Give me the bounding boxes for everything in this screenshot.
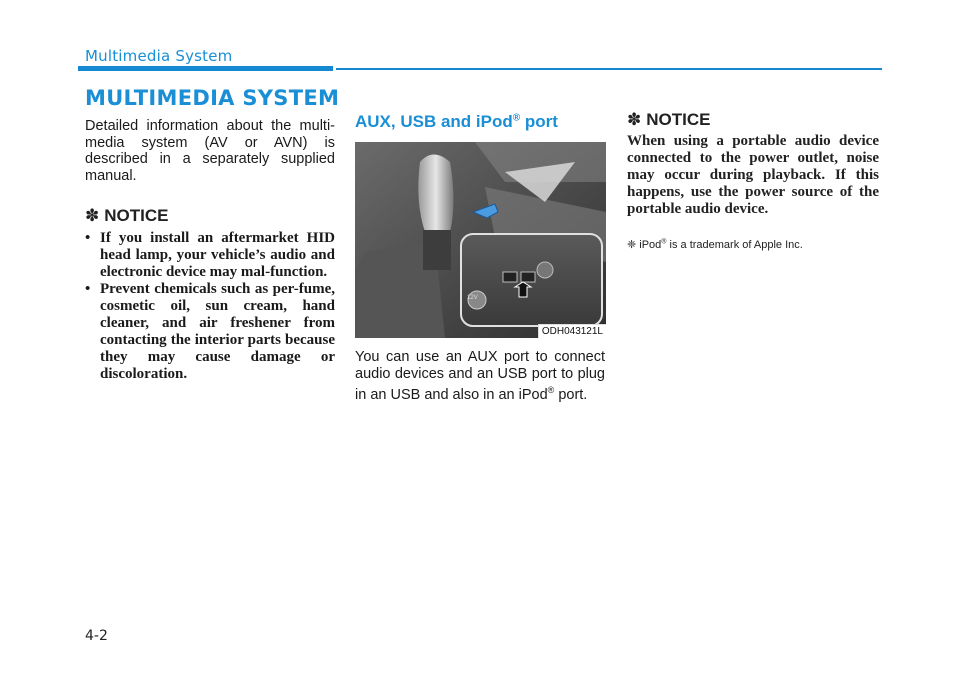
list-item xyxy=(85,230,335,281)
registered-mark: ® xyxy=(661,238,667,246)
body-main: You can use an AUX port to connect audio devices and an USB port to plug in an USB and also in an iPod xyxy=(355,349,605,403)
figure-caption: ODH043121L xyxy=(538,324,606,338)
console-photo-illustration xyxy=(355,142,606,338)
notice-heading-right xyxy=(627,110,879,130)
registered-mark: ® xyxy=(512,112,521,124)
console-photo xyxy=(355,142,606,338)
body-tail: port. xyxy=(554,386,588,403)
notice-star-icon: ✽ xyxy=(85,206,100,226)
notice-heading-left xyxy=(85,206,335,226)
header-rule-thin xyxy=(336,68,882,70)
trademark-mark-icon: ❈ xyxy=(627,239,637,251)
page-title: MULTIMEDIA SYSTEM xyxy=(85,86,340,110)
trademark-note xyxy=(627,238,879,251)
notice-bullet-list xyxy=(85,230,335,383)
column-right xyxy=(627,110,879,251)
bullet-text: If you install an aftermarket HID head lamp, your vehicle’s audio and electronic device may mal-function. xyxy=(100,230,335,280)
column-left xyxy=(85,118,335,383)
notice-title-text: NOTICE xyxy=(104,206,169,225)
column-middle xyxy=(355,112,605,403)
header-rule-thick xyxy=(78,66,333,71)
notice-title-text: NOTICE xyxy=(646,110,711,129)
subsection-title xyxy=(355,112,605,132)
subtitle-main: AUX, USB and iPod xyxy=(355,112,513,131)
aux-usb-paragraph xyxy=(355,349,605,403)
page-number: 4-2 xyxy=(85,628,108,644)
outlet-label: 12V xyxy=(467,295,478,301)
list-item xyxy=(85,281,335,383)
subtitle-tail: port xyxy=(520,112,558,131)
notice-paragraph: When using a portable audio device connected to the power outlet, noise may occur during playback. If this happens, use the power source of the portable audio device. xyxy=(627,133,879,217)
registered-mark: ® xyxy=(547,385,555,395)
bullet-text: Prevent chemicals such as per-fume, cosmetic oil, sun cream, hand cleaner, and air freshener from contacting the interior parts because they may cause damage or discoloration. xyxy=(100,281,335,382)
notice-star-icon: ✽ xyxy=(627,110,642,130)
section-header: Multimedia System xyxy=(85,47,233,65)
trademark-tail: is a trademark of Apple Inc. xyxy=(666,239,803,251)
trademark-main: iPod xyxy=(636,239,662,251)
bullet-icon: • xyxy=(85,230,91,246)
intro-paragraph: Detailed information about the multi-media system (AV or AVN) is described in a separately supplied manual. xyxy=(85,118,335,184)
bullet-icon: • xyxy=(85,281,91,297)
